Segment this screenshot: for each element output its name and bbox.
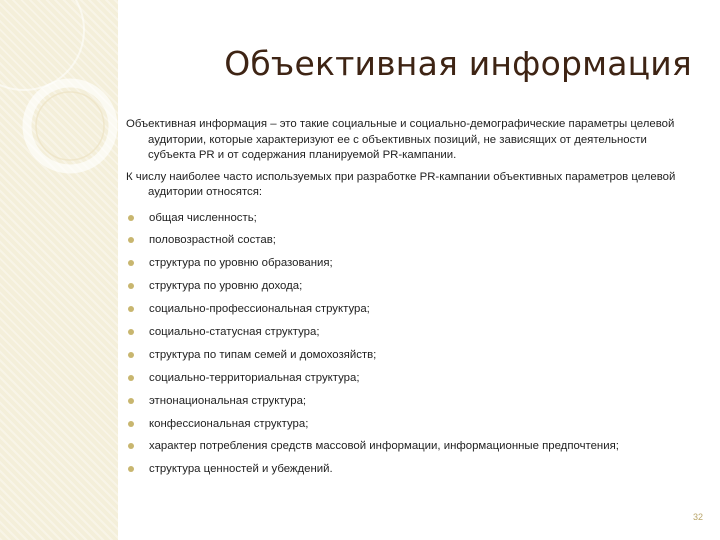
bullet-icon [128, 375, 134, 381]
decorative-ring-inner [36, 92, 104, 160]
bullet-icon [128, 421, 134, 427]
list-item-text: структура по уровню образования; [149, 257, 333, 270]
page-number: 32 [692, 512, 703, 522]
slide-body [126, 117, 696, 481]
list-item-text: структура ценностей и убеждений. [149, 463, 333, 476]
decorative-ring-large [0, 0, 84, 90]
list-item [126, 367, 696, 390]
list-item-text: общая численность; [149, 211, 257, 224]
decorative-rings [0, 0, 118, 540]
list-item-text: половозрастной состав; [149, 234, 276, 247]
slide-title: Объективная информация [224, 44, 692, 83]
list-item [126, 344, 696, 367]
bullet-icon [128, 443, 134, 449]
list-item-text: социально-статусная структура; [149, 325, 320, 338]
list-item-text: структура по типам семей и домохозяйств; [149, 348, 377, 361]
definition-paragraph: Объективная информация – это такие социальные и социально-демографические параметры целевой аудитории, которые характеризуют ее с объективных позиций, не зависящих от деятельности субъекта PR и от содержания планируемой PR-кампании. [126, 118, 675, 161]
list-item [126, 321, 696, 344]
bullet-icon [128, 329, 134, 335]
list-item [126, 252, 696, 275]
list-item-text: конфессиональная структура; [149, 417, 309, 430]
bullet-icon [128, 466, 134, 472]
list-item [126, 229, 696, 252]
list-item [126, 207, 696, 230]
list-item-text: структура по уровню дохода; [149, 280, 303, 293]
list-item [126, 413, 696, 436]
bullet-icon [128, 306, 134, 312]
parameters-list [126, 207, 696, 482]
list-item [126, 458, 696, 481]
bullet-icon [128, 215, 134, 221]
list-item [126, 298, 696, 321]
list-item [126, 390, 696, 413]
decorative-ring-thick [27, 83, 113, 169]
list-item-text: социально-территориальная структура; [149, 371, 360, 384]
list-item-text: этнонациональная структура; [149, 394, 307, 407]
list-item-text: характер потребления средств массовой информации, информационные предпочтения; [149, 440, 619, 453]
intro-paragraph: К числу наиболее часто используемых при разработке PR-кампании объективных параметров целевой аудитории относятся: [126, 170, 676, 198]
list-item [126, 275, 696, 298]
bullet-icon [128, 237, 134, 243]
bullet-icon [128, 352, 134, 358]
bullet-icon [128, 260, 134, 266]
bullet-icon [128, 398, 134, 404]
decorative-side-panel [0, 0, 118, 540]
list-item [126, 435, 696, 458]
bullet-icon [128, 283, 134, 289]
list-item-text: социально-профессиональная структура; [149, 303, 370, 316]
